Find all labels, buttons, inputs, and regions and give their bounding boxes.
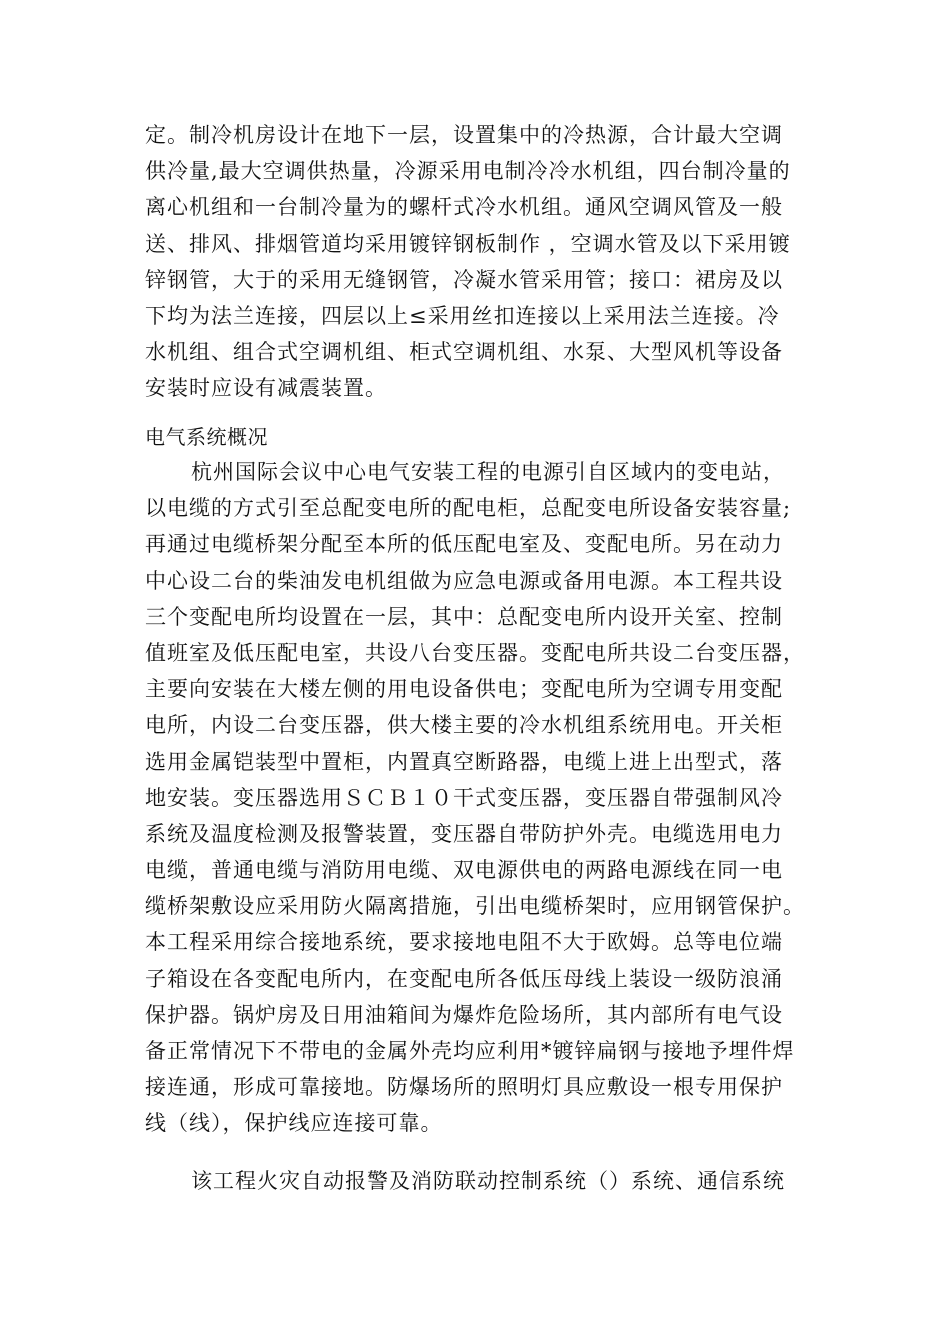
- text-line: 以电缆的方式引至总配变电所的配电柜，总配变电所设备安装容量;: [145, 496, 792, 521]
- text-line: 缆桥架敷设应采用防火隔离措施，引出电缆桥架时，应用钢管保护。: [145, 894, 805, 919]
- fire-alarm-paragraph: [145, 1163, 815, 1199]
- text-line: 安装时应设有减震装置。: [145, 376, 387, 401]
- text-line: 线（线），保护线应连接可靠。: [145, 1111, 443, 1136]
- text-line: 定。制冷机房设计在地下一层，设置集中的冷热源，合计最大空调: [145, 123, 783, 147]
- section-heading: 电气系统概况: [145, 425, 268, 449]
- text-line: 接连通，形成可靠接地。防爆场所的照明灯具应敷设一根专用保护: [145, 1075, 783, 1100]
- electrical-paragraph: [145, 454, 815, 1142]
- text-line: 离心机组和一台制冷量为的螺杆式冷水机组。通风空调风管及一般: [145, 195, 783, 220]
- text-line: 系统及温度检测及报警装置，变压器自带防护外壳。电缆选用电力: [145, 821, 783, 846]
- hvac-paragraph: [145, 117, 815, 407]
- text-line: 杭州国际会议中心电气安装工程的电源引自区域内的变电站，: [191, 460, 785, 484]
- text-line: 子箱设在各变配电所内，在变配电所各低压母线上装设一级防浪涌: [145, 966, 783, 991]
- text-line: 再通过电缆桥架分配至本所的低压配电室及、变配电所。另在动力: [145, 532, 783, 557]
- text-line: 锌钢管，大于的采用无缝钢管，冷凝水管采用管；接口：裙房及以: [145, 267, 783, 292]
- text-line: 选用金属铠装型中置柜，内置真空断路器，电缆上进上出型式，落: [145, 749, 783, 774]
- text-line: 三个变配电所均设置在一层，其中：总配变电所内设开关室、控制: [145, 604, 783, 629]
- text-line: 地安装。变压器选用ＳＣＢ１０干式变压器，变压器自带强制风冷: [145, 785, 783, 810]
- text-line: 该工程火灾自动报警及消防联动控制系统（）系统、通信系统: [191, 1169, 785, 1193]
- text-line: 主要向安装在大楼左侧的用电设备供电；变配电所为空调专用变配: [145, 677, 783, 702]
- text-line: 保护器。锅炉房及日用油箱间为爆炸危险场所，其内部所有电气设: [145, 1002, 783, 1027]
- text-line: 水机组、组合式空调机组、柜式空调机组、水泵、大型风机等设备: [145, 340, 783, 365]
- text-line: 供冷量,最大空调供热量，冷源采用电制冷冷水机组，四台制冷量的: [145, 159, 791, 184]
- text-line: 电所，内设二台变压器，供大楼主要的冷水机组系统用电。开关柜: [145, 713, 783, 738]
- text-line: 本工程采用综合接地系统，要求接地电阻不大于欧姆。总等电位端: [145, 930, 783, 955]
- text-line: 下均为法兰连接，四层以上≤采用丝扣连接以上采用法兰连接。冷: [145, 303, 780, 328]
- text-line: 值班室及低压配电室，共设八台变压器。变配电所共设二台变压器，: [145, 640, 805, 665]
- text-line: 备正常情况下不带电的金属外壳均应利用*镀锌扁钢与接地予埋件焊: [145, 1039, 795, 1063]
- text-line: 电缆，普通电缆与消防用电缆、双电源供电的两路电源线在同一电: [145, 858, 783, 883]
- text-line: 中心设二台的柴油发电机组做为应急电源或备用电源。本工程共设: [145, 568, 783, 593]
- text-line: 送、排风、排烟管道均采用镀锌钢板制作 ，空调水管及以下采用镀: [145, 231, 791, 256]
